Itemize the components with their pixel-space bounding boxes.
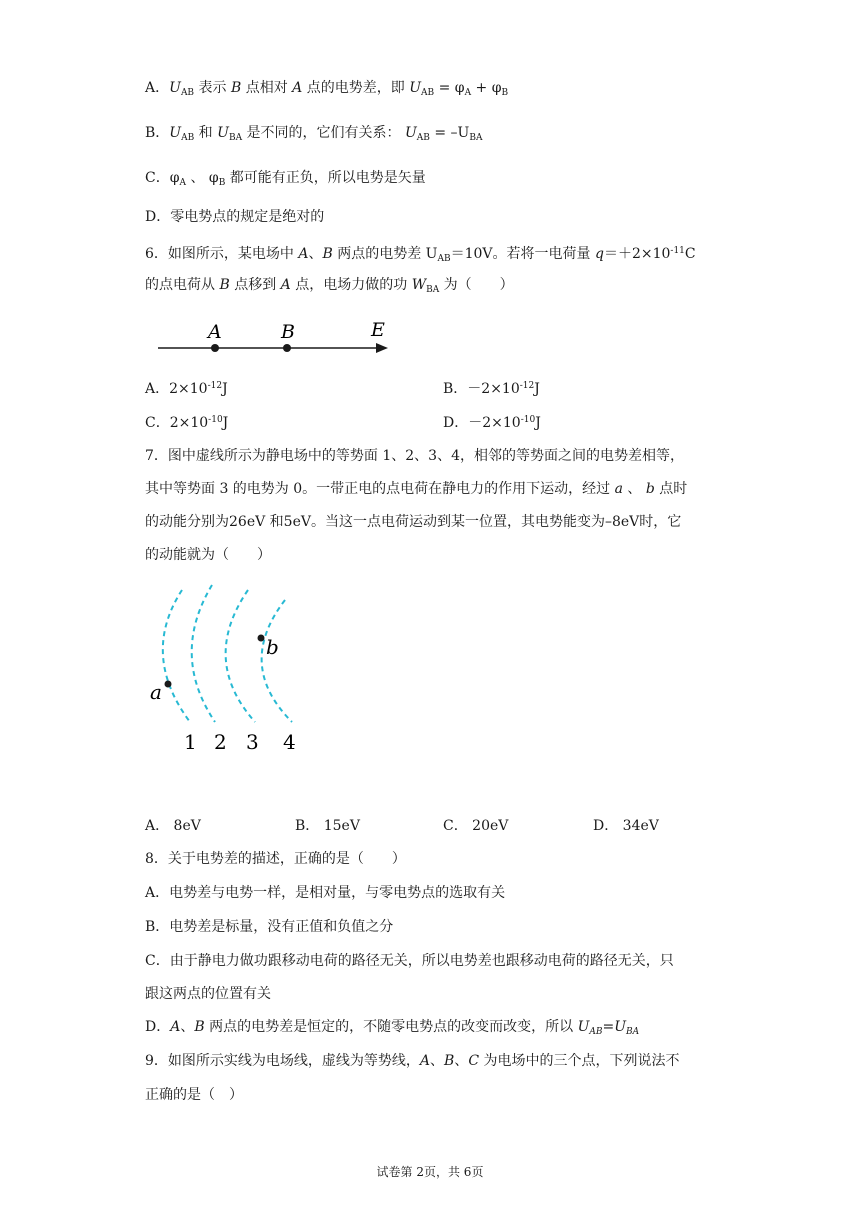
- point-a-dot: [165, 681, 172, 688]
- q5-option-c: C．$\varphi_A$ 、 $\varphi_B$ 都可能有正负，所以电势是矢量: [145, 170, 426, 188]
- arrow-head-icon: [376, 343, 388, 353]
- q8-stem: 8．关于电势差的描述，正确的是（ ）: [145, 851, 406, 867]
- equipotential-surface-1: [163, 590, 190, 722]
- point-a-dot: [211, 344, 219, 352]
- q7-option-b: B． 15eV: [295, 818, 360, 834]
- q6-option-c: C．$2\times 10^{-10}J$: [145, 415, 229, 431]
- field-e-label: E: [371, 319, 385, 341]
- q7-stem-line1: 7．图中虚线所示为静电场中的等势面 1、2、3、4，相邻的等势面之间的电势差相等，: [145, 448, 684, 464]
- equipotential-surface-3: [226, 590, 255, 722]
- q8-option-c-line1: C．由于静电力做功跟移动电荷的路径无关，所以电势差也跟移动电荷的路径无关，只: [145, 953, 674, 969]
- point-a-label: A: [208, 321, 222, 343]
- equipotential-surface-2: [192, 585, 215, 722]
- q8-option-b: B．电势差是标量，没有正值和负值之分: [145, 919, 394, 935]
- point-b-label: B: [281, 321, 295, 343]
- q7-option-a: A． 8eV: [145, 818, 201, 834]
- point-a-label: a: [150, 680, 162, 704]
- q9-stem-line1: 9．如图所示实线为电场线，虚线为等势线，A、B、C 为电场中的三个点，下列说法不: [145, 1053, 680, 1069]
- q9-stem-line2: 正确的是（ ）: [145, 1087, 243, 1103]
- q6-field-figure: [150, 310, 410, 365]
- surface-label-2: 2: [214, 730, 227, 754]
- point-b-dot: [283, 344, 291, 352]
- surface-label-1: 1: [184, 730, 197, 754]
- q5-option-d: D．零电势点的规定是绝对的: [145, 209, 325, 225]
- q8-option-a: A．电势差与电势一样，是相对量，与零电势点的选取有关: [145, 885, 506, 901]
- q6-stem-line2: 的点电荷从 B 点移到 A 点，电场力做的功 $W_{BA}$ 为（ ）: [145, 277, 514, 295]
- q8-option-c-line2: 跟这两点的位置有关: [145, 986, 271, 1002]
- q6-stem-line1: 6．如图所示，某电场中 A、B 两点的电势差 $U_{AB}=10V$。若将一电荷量 $q=+2\times 10^{-11}C$: [145, 246, 696, 264]
- q6-option-b: B．$-2\times 10^{-12}J$: [443, 381, 540, 397]
- q7-option-c: C． 20eV: [443, 818, 509, 834]
- q7-equipotential-figure: [140, 580, 320, 760]
- point-b-dot: [258, 635, 265, 642]
- q8-option-d: D．A、B 两点的电势差是恒定的，不随零电势点的改变而改变，所以 $U_{AB}=U_{BA}$: [145, 1019, 640, 1037]
- point-b-label: b: [266, 635, 279, 659]
- q5-option-a: A．$U_{AB}$ 表示 B 点相对 A 点的电势差，即 $U_{AB} = \varphi_A + \varphi_B$: [145, 80, 509, 98]
- q7-option-d: D． 34eV: [593, 818, 659, 834]
- equipotential-surface-4: [262, 600, 292, 722]
- q7-stem-line3: 的动能分别为26eV 和5eV。当这一点电荷运动到某一位置，其电势能变为–8eV时，它: [145, 514, 682, 530]
- page-footer: 试卷第 2页，共 6页: [376, 1165, 484, 1179]
- q6-option-a: A．$2\times 10^{-12}J$: [145, 381, 228, 397]
- q7-stem-line2: 其中等势面 3 的电势为 0。一带正电的点电荷在静电力的作用下运动，经过 a 、 b 点时: [145, 481, 688, 497]
- surface-label-4: 4: [283, 730, 296, 754]
- q7-stem-line4: 的动能就为（ ）: [145, 547, 271, 563]
- surface-label-3: 3: [246, 730, 259, 754]
- q5-option-b: B．$U_{AB}$ 和 $U_{BA}$ 是不同的，它们有关系： $U_{AB} = -U_{BA}$: [145, 125, 483, 143]
- q6-option-d: D．$-2\times 10^{-10}J$: [443, 415, 541, 431]
